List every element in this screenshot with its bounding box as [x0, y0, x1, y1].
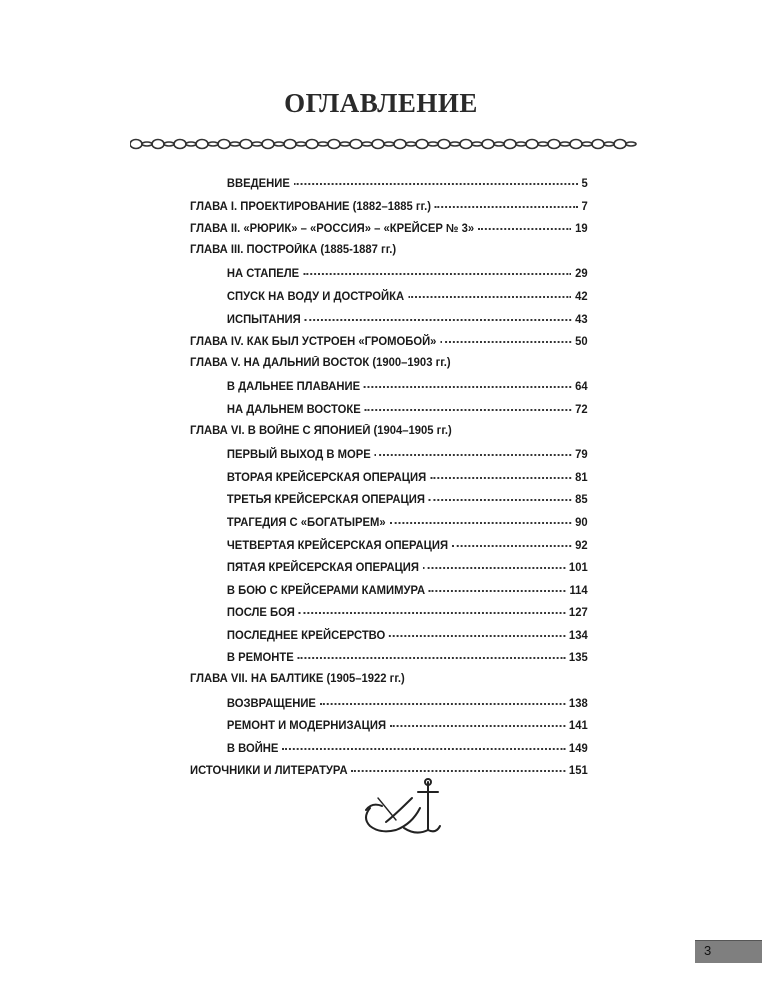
toc-entry: [190, 311, 588, 334]
toc-entry: [190, 582, 588, 605]
toc-entry-title: ГЛАВА V. НА ДАЛЬНИЙ ВОСТОК (1900–1903 гг.): [190, 355, 451, 369]
toc-entry-title: В БОЮ С КРЕЙСЕРАМИ КАМИМУРА: [226, 583, 426, 597]
toc-entry-title: ИСТОЧНИКИ И ЛИТЕРАТУРА: [190, 764, 348, 778]
toc-entry-title: НА ДАЛЬНЕМ ВОСТОКЕ: [226, 402, 361, 416]
toc-entry-page: 85: [575, 493, 588, 507]
dot-leader: [435, 196, 578, 208]
dot-leader: [298, 647, 565, 659]
toc-entry-page: 42: [575, 289, 588, 303]
toc-entry-title: ТРЕТЬЯ КРЕЙСЕРСКАЯ ОПЕРАЦИЯ: [226, 493, 425, 507]
toc-entry-title: ТРАГЕДИЯ С «БОГАТЫРЕМ»: [226, 515, 386, 529]
toc-entry-title: ГЛАВА II. «РЮРИК» – «РОССИЯ» – «КРЕЙСЕР № 3»: [190, 222, 475, 236]
dot-leader: [305, 309, 572, 321]
toc-entry-page: 50: [575, 335, 588, 349]
toc-entry-page: 127: [568, 606, 588, 620]
toc-entry: [190, 537, 588, 560]
toc-entry-page: 72: [575, 402, 588, 416]
toc-entry: [190, 649, 588, 672]
toc-entry-page: 134: [568, 628, 588, 642]
dot-leader: [440, 331, 571, 343]
toc-entry-page: 81: [575, 470, 588, 484]
toc-entry-page: 141: [568, 719, 588, 733]
toc-entry-title: ПЯТАЯ КРЕЙСЕРСКАЯ ОПЕРАЦИЯ: [226, 561, 419, 575]
toc-entry-page: 135: [568, 651, 588, 665]
toc-entry-title: В ДАЛЬНЕЕ ПЛАВАНИЕ: [226, 380, 361, 394]
toc-entry-page: 114: [569, 583, 588, 597]
toc-entry-title: ИСПЫТАНИЯ: [226, 312, 301, 326]
dot-leader: [429, 580, 566, 592]
toc-entry-title: ГЛАВА VII. НА БАЛТИКЕ (1905–1922 гг.): [190, 672, 405, 686]
toc-entry: [190, 559, 588, 582]
toc-entry-title: ГЛАВА I. ПРОЕКТИРОВАНИЕ (1882–1885 гг.): [190, 199, 431, 213]
toc-entry: [190, 740, 588, 763]
toc-entry: [190, 491, 588, 514]
page-title: ОГЛАВЛЕНИЕ: [284, 88, 478, 118]
toc-entry-page: 92: [575, 538, 588, 552]
toc-entry-page: 90: [575, 515, 588, 529]
dot-leader: [375, 444, 572, 456]
toc-entry: [190, 198, 588, 221]
dot-leader: [429, 489, 571, 501]
toc-entry: [190, 175, 588, 198]
toc-entry-page: 151: [568, 764, 588, 778]
toc-entry-page: 19: [575, 222, 588, 236]
toc-entry: [190, 265, 588, 288]
dot-leader: [303, 263, 571, 275]
toc-entry: [190, 401, 588, 424]
toc-entry-page: 101: [568, 561, 588, 575]
toc-entry: [190, 469, 588, 492]
toc-entry: [190, 288, 588, 311]
toc-entry-title: ПЕРВЫЙ ВЫХОД В МОРЕ: [226, 448, 371, 462]
toc-entry: [190, 446, 588, 469]
toc-entry-title: ГЛАВА IV. КАК БЫЛ УСТРОЕН «ГРОМОБОЙ»: [190, 335, 437, 349]
toc-entry-page: 5: [581, 177, 588, 190]
dot-leader: [351, 760, 565, 772]
anchor-icon: [356, 778, 446, 838]
dot-leader: [452, 535, 571, 547]
chain-ornament-icon: [130, 136, 640, 152]
table-of-contents: [190, 175, 600, 785]
toc-entry: [190, 514, 588, 537]
toc-entry-title: НА СТАПЕЛЕ: [226, 267, 300, 281]
toc-entry: [190, 672, 588, 695]
toc-entry-title: ГЛАВА VI. В ВОЙНЕ С ЯПОНИЕЙ (1904–1905 гг.): [190, 423, 452, 437]
toc-entry-title: РЕМОНТ И МОДЕРНИЗАЦИЯ: [226, 719, 387, 733]
toc-entry-title: ГЛАВА III. ПОСТРОЙКА (1885-1887 гг.): [190, 242, 397, 256]
toc-entry: [190, 695, 588, 718]
toc-entry-page: 7: [581, 199, 588, 213]
toc-entry-page: 138: [568, 696, 588, 710]
dot-leader: [389, 512, 571, 524]
toc-entry-page: 64: [575, 380, 588, 394]
toc-entry: [190, 356, 588, 379]
toc-entry: [190, 333, 588, 356]
dot-leader: [423, 557, 565, 569]
toc-entry-title: ПОСЛЕ БОЯ: [226, 606, 295, 620]
toc-entry: [190, 604, 588, 627]
toc-entry-page: 79: [575, 448, 588, 462]
dot-leader: [478, 218, 571, 230]
toc-entry: [190, 627, 588, 650]
toc-entry-title: ПОСЛЕДНЕЕ КРЕЙСЕРСТВО: [226, 628, 386, 642]
toc-entry: [190, 424, 588, 447]
page-number: 3: [704, 943, 712, 958]
dot-leader: [299, 602, 565, 614]
dot-leader: [390, 715, 565, 727]
dot-leader: [389, 625, 565, 637]
toc-entry-title: В РЕМОНТЕ: [226, 651, 294, 665]
dot-leader: [364, 376, 571, 388]
dot-leader: [282, 738, 565, 750]
toc-entry-title: ВТОРАЯ КРЕЙСЕРСКАЯ ОПЕРАЦИЯ: [226, 470, 427, 484]
dot-leader: [408, 286, 571, 298]
dot-leader: [294, 173, 578, 185]
page-number-tab: [695, 940, 762, 963]
toc-entry-page: 149: [568, 741, 588, 755]
toc-entry-title: ВОЗВРАЩЕНИЕ: [226, 696, 316, 710]
toc-entry: [190, 717, 588, 740]
dot-leader: [430, 467, 571, 479]
toc-entry-title: СПУСК НА ВОДУ И ДОСТРОЙКА: [226, 289, 405, 303]
toc-entry: [190, 243, 588, 266]
toc-entry: [190, 378, 588, 401]
toc-entry-page: 43: [575, 312, 588, 326]
toc-entry-page: 29: [575, 267, 588, 281]
toc-entry-title: В ВОЙНЕ: [226, 741, 279, 755]
toc-entry-title: ЧЕТВЕРТАЯ КРЕЙСЕРСКАЯ ОПЕРАЦИЯ: [226, 538, 449, 552]
toc-entry: [190, 220, 588, 243]
dot-leader: [365, 399, 572, 411]
dot-leader: [320, 693, 565, 705]
toc-entry-title: ВВЕДЕНИЕ: [226, 177, 290, 190]
